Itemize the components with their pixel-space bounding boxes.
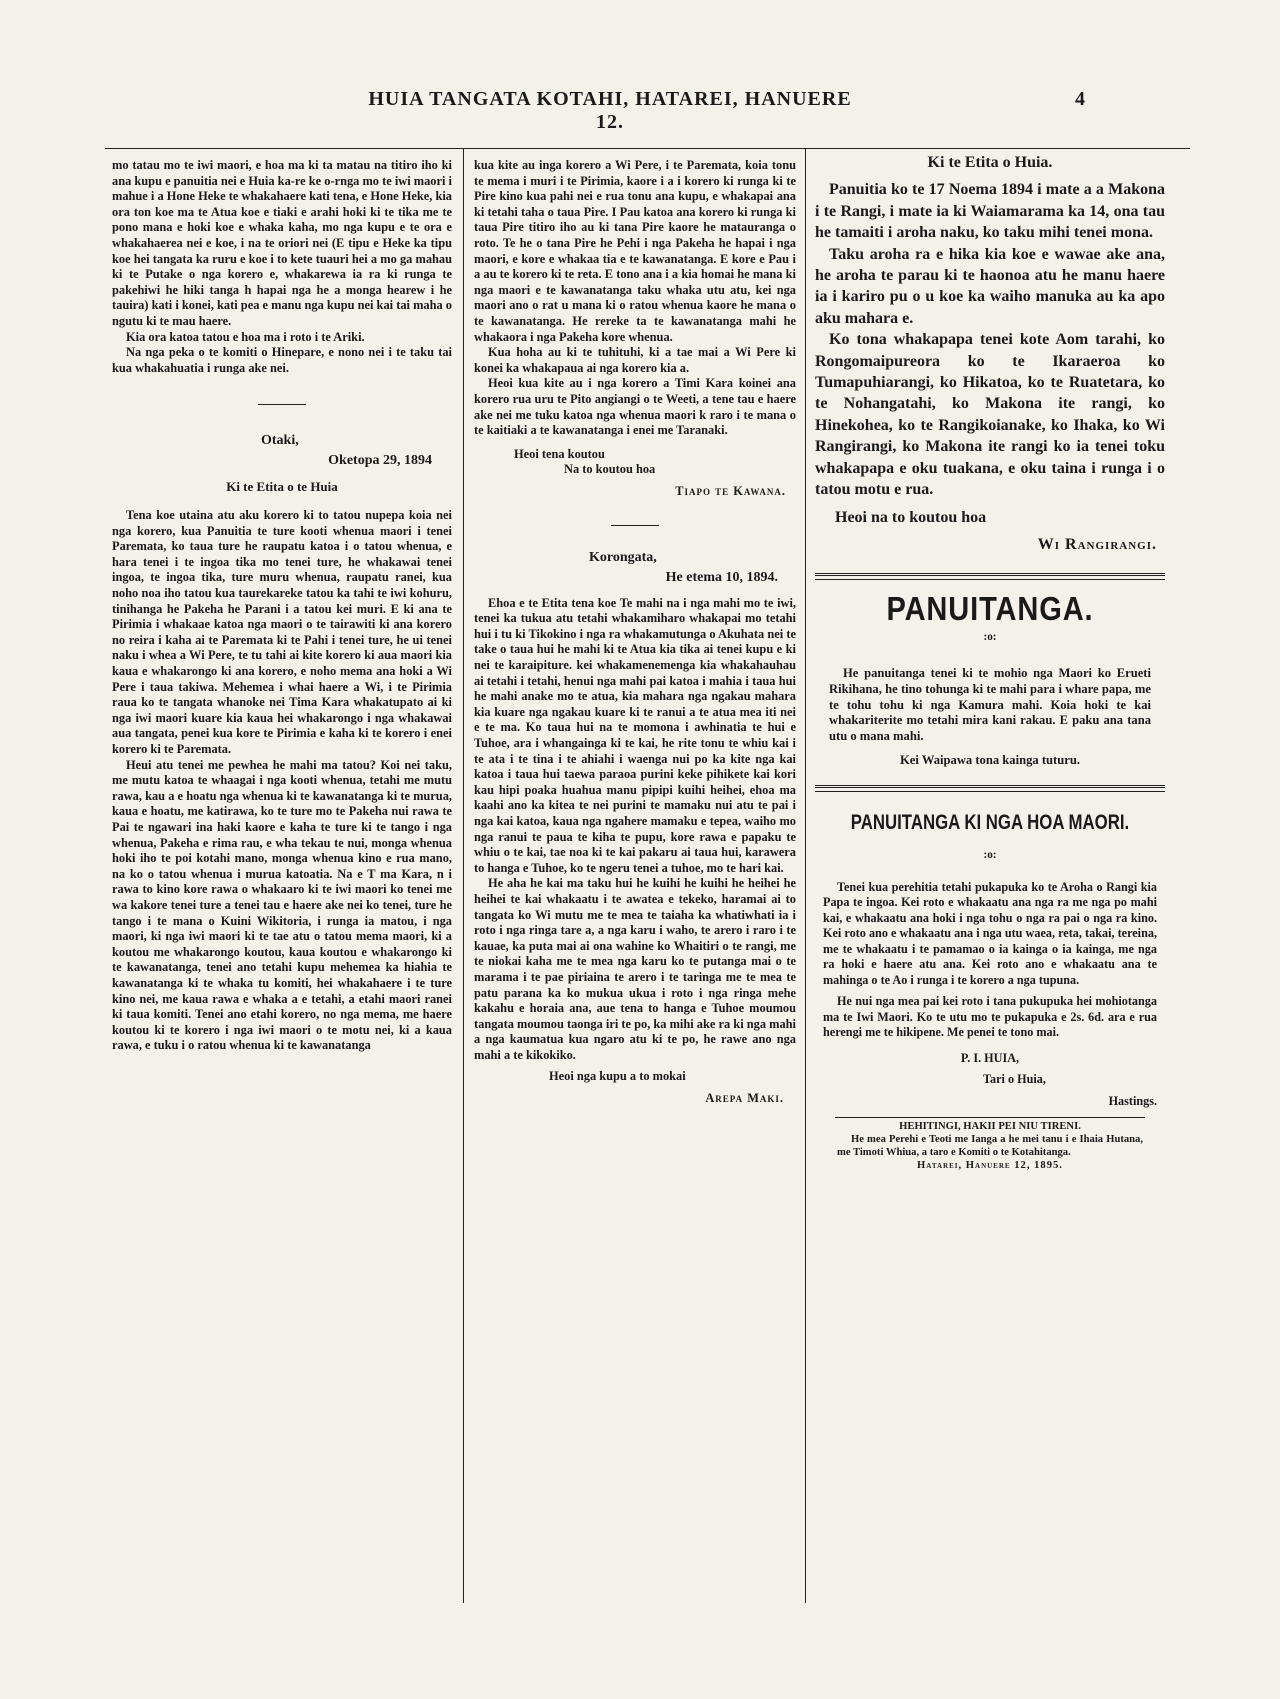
column-rule-1 (463, 148, 464, 1603)
letter-salutation: Ki te Etita o te Huia (226, 478, 338, 494)
column-3 (815, 152, 1165, 1174)
closing: Heoi na to koutou hoa (835, 508, 987, 526)
column-rule-2 (805, 148, 806, 1603)
paragraph: Na nga peka o te komiti o Hinepare, e nono nei i te taku tai kua whakahuatia i runga ake nei. (112, 345, 452, 375)
advert-body: He panuitanga tenei ki te mohio nga Maori ko Erueti Rikihana, he tino tohunga ki te mahi para i whare papa, me te tohu tohu ki nga Kamura mahi. Koia hoki te kai whakariterite mo tetahi mira kani rakau. E paku ana tana utu o mana mahi. (829, 665, 1151, 744)
paragraph: Ko tona whakapapa tenei kote Aom tarahi, ko Rongomaipureora ko te Ikaraeroa ko Tumapuhiarangi, ko Hikatoa, ko te Ruatetara, ko te Nohangatahi, ko Makona ite rangi, ko Hinekohea, ko te Rangikoianake, ko Ihaka, ko Wi Rangirangi, ko Makona ite rangi ko ia tenei toku whakapapa e oku tuakana, e oku taina i runga i o tatou motu e rua. (815, 331, 1165, 499)
letter-date: He etema 10, 1894. (665, 570, 778, 586)
advert-address: Kei Waipawa tona kainga tuturu. (900, 753, 1080, 768)
imprint-date: Hatarei, Hanuere 12, 1895. (917, 1160, 1063, 1172)
column-2 (474, 158, 796, 1107)
letter-place: Korongata, (589, 550, 657, 566)
closing: Na to koutou hoa (564, 462, 656, 477)
ornament-divider: :o: (983, 848, 997, 861)
paragraph: kua kite au inga korero a Wi Pere, i te Paremata, koia tonu te mema i muri i te Pirimia, kaore i a i korero ki runga ki te Pire kino kua pahi nei e rua tonu ana kupu, e whakapai ana ki tetahi taha o taua Pire. I Pau katoa ana korero ki runga ki taua Pire titiro iho au ki tana Pire kaore he matauranga o roto. Te he o tana Pire he Pehi i nga Pakeha he hapai i nga maori, e kore e whakaa tia e te kawanatanga. E kore e Pau i a au te korero ki te reta. E tono ana i a kia homai he mana ki nga maori e te kawanatanga taku whaka utu atu, kei nga maori ano o rat u mana ki o ratou whenua kaore he mana o te kawanatanga. He rereke ta te kawanatanga mahi he whakaora i nga Pakeha kore whenua. (474, 158, 796, 344)
imprint-place: HEHITINGI, HAKII PEI NIU TIRENI. (899, 1121, 1081, 1133)
ornament-divider: :o: (983, 630, 997, 643)
signature: Wi Rangirangi. (1037, 535, 1157, 553)
advert-body: He nui nga mea pai kei roto i tana pukupuka hei mohiotanga ma te Iwi Maori. Ko te utu mo te pukapuka e 2s. 6d. ara e rua herengi me te hikipene. Me penei te tono mai. (823, 994, 1157, 1040)
page-number: 4 (1075, 88, 1085, 110)
header-rule (105, 148, 1190, 149)
column-1 (112, 158, 452, 1054)
paragraph: mo tatau mo te iwi maori, e hoa ma ki ta matau na titiro iho ki ana kupu e panuitia nei e Huia ka-re ke o-rnga mo te iwi maori i mahue i a Hone Heke te whakahaere kati tena, e Hone Heke, kia ora ton koe ma te Atua koe e tiaki e arahi hoki ki te tika me te pono mana e hoki koe e whaka kaha, mo nga kupu e te ora e whakahaerea nei e koe, i na te oriori nei (E tipu e Heke ka tipu koe hei tangata ka ruru e koe i to kete tuauri hei a mo ga mahau ki te Putake o nga korero e, whakarewa ia ra ki runga te pakehiwi he hiki tanga h hapai nga he a monga hearew i he tauira) kati i konei, kati pea e manu nga kupu nei kai tai maha o ngutu ki te mau haere. (112, 158, 452, 328)
closing: Heoi tena koutou (514, 446, 605, 461)
advert-title: PANUITANGA. (886, 590, 1094, 628)
closing: Heoi nga kupu a to mokai (549, 1069, 686, 1084)
signature: Arepa Maki. (705, 1091, 784, 1106)
imprint-text: He mea Perehi e Teoti me Ianga a he mei tanu i e Ihaia Hutana, me Timoti Whiua, a taro e Komiti o te Kotahitanga. (837, 1134, 1143, 1159)
advert-signature: Tari o Huia, (983, 1072, 1046, 1087)
letter-heading: Ki te Etita o Huia. (927, 154, 1053, 171)
paragraph: Taku aroha ra e hika kia koe e wawae ake ana, he aroha te parau ki te haonoa atu he manu haere ia i kariro pu o u koe ka waiho manuka au ka apo aku mahara e. (815, 245, 1165, 327)
letter-place: Otaki, (261, 433, 299, 449)
advert-title: PANUITANGA KI NGA HOA MAORI. (850, 811, 1130, 835)
double-rule (815, 573, 1165, 580)
double-rule (815, 785, 1165, 792)
signature: Tiapo te Kawana. (675, 483, 786, 498)
paragraph: Ehoa e te Etita tena koe Te mahi na i nga mahi mo te iwi, tenei ka tukua atu tetahi whakamiharo whakapai mo tetahi hui i tu ki Tikokino i nga ra whakamutunga o Akuhata nei te take o taua hui he mahi ki te Atua kia tika ai tenei kupu e ki nei te karaipiture. kei whakamenemenga kia whakahauhau ai tetahi i tetahi, henui nga mahi pai katoa i mahia i taua hui he mahi anake mo te atua, kia mahara nga ngakau mahara kia kuare nga ngakau kuare ki te ranui a te atua mea iti nei e te ma. Ko taua hui na te momona i awhinatia te hui e Tuhoe, ara i whangainga ki te kai, he rite tonu te whiu kai i te ata i te tina i te ahiahi i waenga nui po ka kite nga kai katoa i taua hui taewa paraoa purini keke pihikete kai kori kau hipi poaka huahua manu pipipi kuihi heihei, ehoa ma kaahi ano ka kitea te nei purini te mamaku nui atu te pai i nga kai katoa, kaua nga ngahere mamaku e tepea, waiho mo nga ranui te paua te kiha te pupu, kore rawa e papaku te whiu o te kai, tae noa ki te kai pakaru ai taua hui, karawera to hanga e Tuhoe, ko te ngeru tenei a tuhoe, mo te hari kai. (474, 595, 796, 875)
letter-date: Oketopa 29, 1894 (328, 452, 432, 468)
advert-signature: P. I. HUIA, (960, 1050, 1020, 1065)
paragraph: Heui atu tenei me pewhea he mahi ma tatou? Koi nei taku, me mutu katoa te whaagai i nga kooti whenua, tetahi me mutu rawa, kau a e hoatu nga whenua ki te kawanatanga ki te murua, kaua e hoatu, me katirawa, ko te ture mo te Pakeha nui rawa te Pai te ngawari ina haki kaore e kaha te ture ki te tango i nga whenua, Pakeha e rima rau, e wha tekau te nui, monga whenua hoki iho te poi kotahi mano, monga whenua kino e rua mano, na ko o tatou whenua i murua katoatia. Na e T ma Kara, n i rawa to kino kore rawa o whakaaro ki te iwi maori ko tenei me wa kakore tenei ture a tenei tau e haere ake nei ko tenei, ture he tango i te mana o Kuini Wikitoria, i runga ia matou, i nga maori, ki nga iwi maori ki te tae atu o tatou mema maori, ki a koutou me whakarongo koutou, kaua koutou e whakarongo ki te kawanatanga, tenei ano tetahi kupu mehemea ka hiahia te kawanatanga ki te whaka tu komiti, hei whakahaere i te ture kino nei, me kaua rawa e whaka a e tetahi, a etahi maori ranei ki taua komiti. Tenei ano etahi korero, no nga mema, me haere koutou ki te korero i nga iwi maori o te motu nei, ki a kaua rawa, e tuku i o ratou whenua ki te kawanatanga (112, 757, 452, 1053)
paragraph: Panuitia ko te 17 Noema 1894 i mate a a Makona i te Rangi, i mate ia ki Waiamarama ka 14, ona tau he tamaiti i aroha naku, ko taku mihi tenei mona. (815, 181, 1165, 242)
advert-body: Tenei kua perehitia tetahi pukapuka ko te Aroha o Rangi kia Papa te ingoa. Kei roto e whakaatu ana nga ra me nga po mahi kai, e whakaatu ana hoki i nga tohu o nga ra pai o nga ra kino. Kei roto ano e whakaatu ana i nga utu waea, reta, takai, tereina, me te whakaatu i te pamamao o ia kainga o ia kainga, me nga ra hoki e haere atu ana. Kei roto ano e whakaatu ana te mahinga o te Ao i runga i te korero a nga tupuna. (823, 879, 1157, 987)
advert-signature: Hastings. (1108, 1093, 1157, 1108)
paragraph: Tena koe utaina atu aku korero ki to tatou nupepa koia nei nga korero, kua Panuitia te ture kooti whenua maori i tenei Paremata, ko taua ture he raupatu katoa i o tatou whenua, e hara tenei i te ingoa tika mo tenei ture, he whakawai tenei ingoa, te ingoa tika, ture muru whenua, raupatu ranei, kua noho noa iho tatou kua taurekareke tatou ka tahi te iwi kohuru, tinihanga he Pakeha he Parani i a tatou kei muri. E ki ana te Pirimia i whakaae katoa nga maori o te tairawiti ki ana korero no reira i kaha ai te Paremata ki te Pahi i tenei ture, he ui tenei naku i whea a Wi Pere, te tu tahi ai kite korero ki aua maori kia kaua e whakarongo ki ana korero, e noho mema ana hoki a Wi Pere i taua takiwa. Mehemea i whai haere a Wi, i te Pirimia raua ko te tangata whanoke nei Tima Kara whakatupato ai ki nga iwi maori kuare kia kaua hei whakarongo i nga whakawai aua tangata, penei kua kore te Pirimia e kaha ki te korero i enei korero ki te Paremata. (112, 508, 452, 756)
paragraph: Kia ora katoa tatou e hoa ma i roto i te Ariki. (126, 329, 365, 344)
running-header: HUIA TANGATA KOTAHI, HATAREI, HANUERE 12. (368, 88, 852, 133)
paragraph: Kua hoha au ki te tuhituhi, ki a tae mai a Wi Pere ki konei ka whakapaua ai nga korero kia a. (474, 345, 796, 375)
paragraph: He aha he kai ma taku hui he kuihi he kuihi he heihei he heihei te kai whakaatu i te awatea e tekeko, haramai ai to tangata ko Wi mutu me te mea te taiaha ka whatiwhati ia i roto i nga ringa tare a, a nga karu i waho, te arero i raro i te kauae, ka puta mai ai ona wahine ko Whaitiri o te rangi, me te niokai kaha me te mea nga karu ko te putanga mai o te marama i te pae piriaina te arero i te taringa me te mea te patu parana ka ko mukua ukua i roto i nga ringa mehe kakahu e horaia ana, aue tena to hanga e Tuhoe moumou tangata moumou taonga iri te po, ka mihi ake ra ki nga mahi a nga kaumatua kua ngaro atu ki te po, he rawe ano nga mahi a te kikokiko. (474, 876, 796, 1062)
paragraph: Heoi kua kite au i nga korero a Timi Kara koinei ana korero rua uru te Pito angiangi o te Weeti, a tene tau e haere ake nei me tuku katoa nga whenua maori k raro i te mana o te kaitiaki a te kawanatanga i enei me Taranaki. (474, 376, 796, 438)
